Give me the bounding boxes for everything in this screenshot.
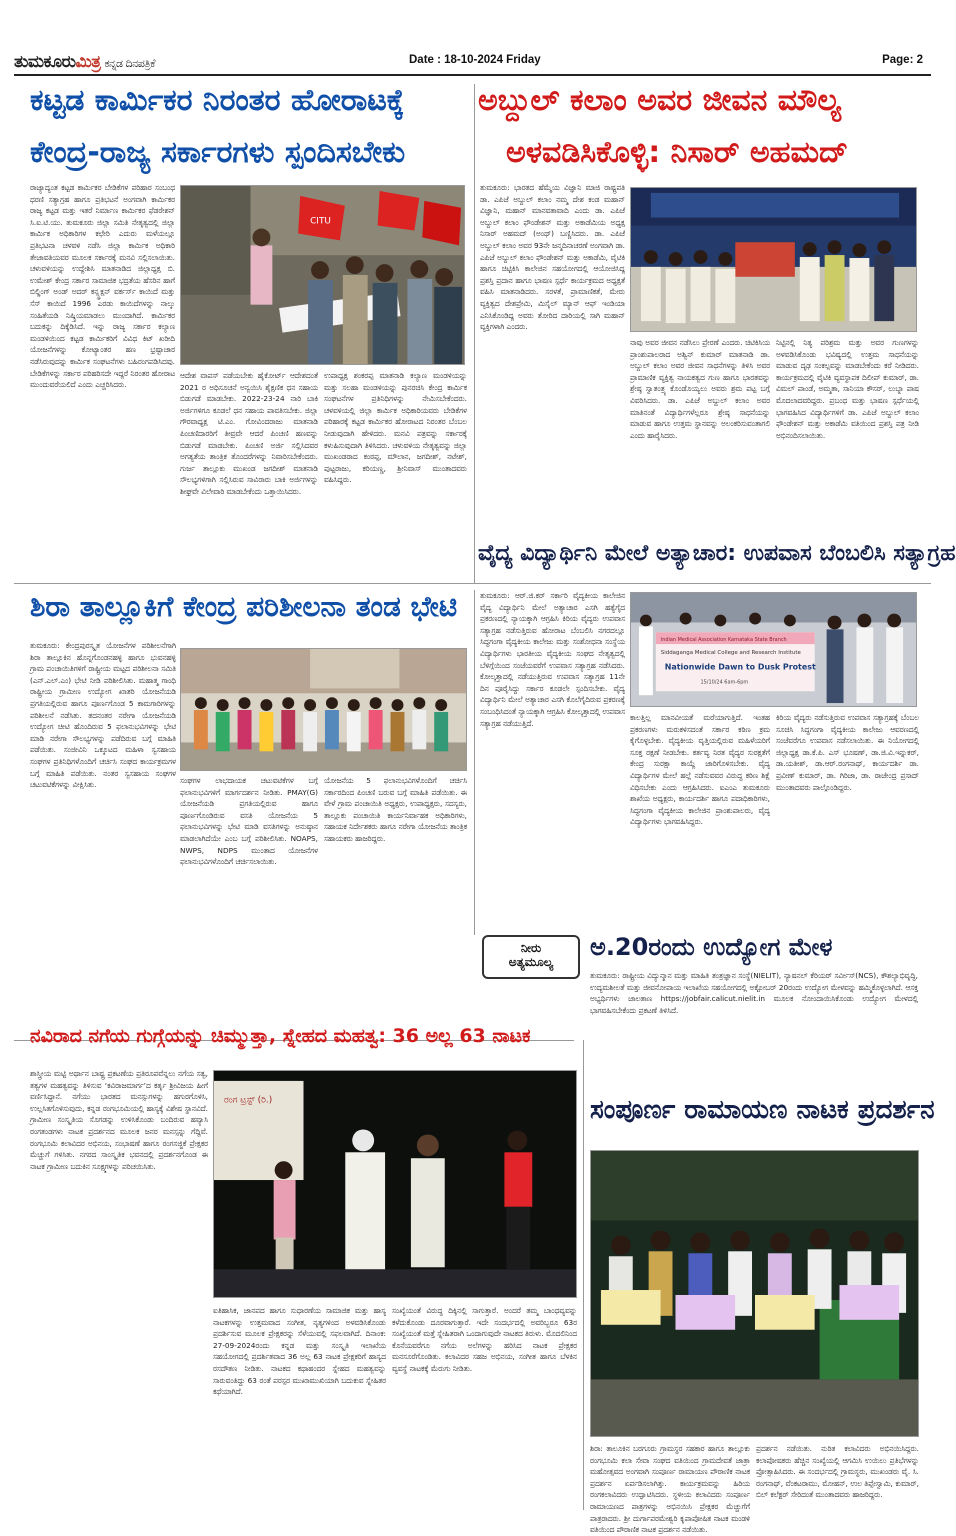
svg-text:15/10/24 6am-6pm: 15/10/24 6am-6pm bbox=[700, 679, 749, 686]
kalam-award-photo bbox=[630, 187, 917, 332]
masthead bbox=[14, 52, 155, 72]
page-number: Page: 2 bbox=[882, 54, 923, 66]
svg-text:Indian Medical Association Kar: Indian Medical Association Karnataka State Branch bbox=[660, 637, 787, 644]
medical-body-right: ಕಿರಿಯ ವೈದ್ಯರು ನಡೆಸುತ್ತಿರುವ ಉಪವಾಸ ಸತ್ಯಾಗ್ರಹಕ್ಕೆ ಬೆಂಬಲ ಸೂಚಿಸಿ ಸಿದ್ಧಗಂಗಾ ವೈದ್ಯಕೀಯ ಕಾಲೇಜು ಆವರಣದಲ್ಲಿ ಸಂಜೆವರೆಗೂ ಉಪವಾಸ ನಡೆಸಲಾಯಿತು. ಈ ನಿಯೋಗದಲ್ಲಿ ಜಿಲ್ಲಾಧ್ಯಕ್ಷ ಡಾ.ಕೆ.ಪಿ. ಎಸ್ ಭೂಷಣ್, ಡಾ.ಜಿ.ವಿ.ಇನ್ನುಕರ್, ಡಾ.ಯತೀಶ್, ಡಾ.ಆರ್.ರಂಗನಾಥ್, ಕಾರ್ಯದರ್ಶಿ ಡಾ. ಪ್ರವೀಣ್ ಕುಮಾರ್, ಡಾ. ಗಿರಿಜಾ, ಡಾ. ರಾಜೇಂದ್ರ ಪ್ರಸಾದ್ ಮುಂತಾದವರು ಪಾಲ್ಗೊಂಡಿದ್ದರು. bbox=[776, 713, 919, 792]
svg-text:ರಂಗ ಟ್ರಸ್ಟ್ (ರಿ.): ರಂಗ ಟ್ರಸ್ಟ್ (ರಿ.) bbox=[223, 1095, 273, 1106]
drama-body-left: ಶಾಸ್ತ್ರೀಯ ಮಟ್ಟಿ ಅರ್ಥಾನ ಬಾಷ್ಟ್ರ ಪ್ರಕಟಣೆಯ ಪ್ರತಿರೂಪವೆನ್ನಲು ನಗೆಯ ಸತ್ವ, ತತ್ವಗಳ ಮಹತ್ವವನ್ನು ತಿಳಿಸುವ ‘ಕವಿರಾಜಮಾರ್ಗ’ದ ಕರ್ತೃ ಶ್ರೀವಿಜಯ ಹೀಗೆ ವರ್ಣಿಸಿದ್ದಾನೆ. ನಗೆಯು ಭಾರತದ ಮನಸ್ಸುಗಳನ್ನು ಹಗುರಗೊಳಿಸಿ, ಉಲ್ಲಸಿತಗೊಳಿಸುವುದು, ಕನ್ನಡ ರಂಗಭೂಮಿಯಲ್ಲಿ ಹಾಸ್ಯಕ್ಕೆ ವಿಶೇಷ ಸ್ಥಾನವಿದೆ. ಗ್ರಾಮೀಣ ಸಂಸ್ಕೃತಿಯ ಸೊಗಡನ್ನು ಉಳಿಸಿಕೊಂಡು ಬಂದಿರುವ ಹವ್ಯಾಸಿ ರಂಗತಂಡಗಳು ನಾಟಕ ಪ್ರದರ್ಶನದ ಮೂಲಕ ಜನರ ಮನಸ್ಸನ್ನು ಗೆದ್ದಿವೆ. ರಂಗಭೂಮಿ ಕಲಾವಿದರ ಅಭಿನಯ, ಸಂಭಾಷಣೆ ಹಾಗೂ ರಂಗಸಜ್ಜಿಕೆ ಪ್ರೇಕ್ಷಕರ ಮೆಚ್ಚುಗೆ ಗಳಿಸಿತು. ನಗರದ ಸಾಂಸ್ಕೃತಿಕ ಭವನದಲ್ಲಿ ಪ್ರದರ್ಶನಗೊಂಡ ಈ ನಾಟಕ ಗ್ರಾಮೀಣ ಬದುಕಿನ ಸೂಕ್ಷ್ಮಗಳನ್ನು ಪರಿಚಯಿಸಿತು. bbox=[30, 1069, 208, 1171]
column-divider bbox=[474, 84, 475, 584]
sira-body-mid: ಸಂಘಗಳ ಲಾಭದಾಯಕ ಚಟುವಟಿಕೆಗಳ ಬಗ್ಗೆ ಫಲಾನುಭವಿಗಳಿಗೆ ಮಾರ್ಗದರ್ಶನ ನೀಡಿತು. PMAY(G) ಯೋಜನೆಯಡಿ ಪ್ರಗತಿಯಲ್ಲಿರುವ ಹಾಗೂ ಪೂರ್ಣಗೊಂಡಿರುವ ವಸತಿ ಯೋಜನೆಯ 5 ಫಲಾನುಭವಿಗಳನ್ನು ಭೇಟಿ ಮಾಡಿ ವಸತಿಗಳನ್ನು ಅನುಷ್ಠಾನ ಮಾಡಲಾಗಿದೆಯೇ ಎಂಬ ಬಗ್ಗೆ ಪರಿಶೀಲಿಸಿತು. NOAPS, NWPS, NDPS ಮುಂತಾದ ಯೋಜನೆಗಳ ಫಲಾನುಭವಿಗಳೊಂದಿಗೆ ಚರ್ಚಿಸಲಾಯಿತು. bbox=[180, 776, 318, 867]
kalam-body-mid: ನಾವು ಅವರ ಜೀವನ ನಡೆಸಿಲು ಪ್ರೇರಣೆ ಎಂದರು. ಚಿಟಿಕಿಸಿಯ ಪ್ರಾಂಶುಪಾಲರಾದ ಅಶ್ವಿನ್ ಕುಮಾರ್ ಮಾತನಾಡಿ ಡಾ. ಅಬ್ದುಲ್ ಕಲಾಂ ಅವರ ಜೀವನ ಸಾಧನೆಗಳನ್ನು ತಿಳಿಸಿ ಅವರ ಪ್ರಾಮಾಣಿಕ ವ್ಯಕ್ತಿತ್ವ ನಾಯಕತ್ವದ ಗುಣ ಹಾಗೂ ಭಾರತವನ್ನು ಶ್ರೇಷ್ಠ ಸ್ವಾತಂತ್ರ್ಯ ಕೊಂಡೊಯ್ಯಲು ಅವರು ಶ್ರಮ ಪಟ್ಟ ಬಗ್ಗೆ ವಿವರಿಸಿದರು. ಡಾ. ಎಪಿಜೆ ಅಬ್ದುಲ್ ಕಲಾಂ ಅವರ ಮಾತಿನಂತೆ ವಿದ್ಯಾರ್ಥಿಗಳೆಲ್ಲರೂ ಶ್ರೇಷ್ಠ ಸಾಧನೆಯನ್ನು ಮಾಡುವ ಹಾಗೂ ಉತ್ತಮ ಸ್ಥಾನವನ್ನು ಅಲಂಕರಿಸುವಂತಾಗಲಿ ಎಂದು ಹಾರೈಸಿದರು. bbox=[630, 338, 770, 440]
section-divider bbox=[14, 583, 931, 584]
workers-body-right: ಉಪಾಧ್ಯಕ್ಷ ಶಂಕರಪ್ಪ ಮಾತನಾಡಿ ಕಲ್ಯಾಣ ಮಂಡಳಿಯನ್ನು ಮತ್ತು ಸಲಹಾ ಮಂಡಳಿಯನ್ನು ಪುನರಚಿಸಿ ಕೇಂದ್ರ ಕಾರ್ಮಿಕ ಸಂಘಟನೆಗಳ ಪ್ರತಿನಿಧಿಗಳನ್ನು ನೇಮಿಸಬೇಕೆಂದರು. ಚಳವಳಿಯಲ್ಲಿ ಜಿಲ್ಲಾ ಕಾರ್ಮಿಕ ಅಧಿಕಾರಿಯವರು ಬೇಡಿಕೆಗಳ ಪರಿಹಾರಕ್ಕೆ ಕಟ್ಟಡ ಕಾರ್ಮಿಕರ ಹೋರಾಟದ ನಿರಂತರ ಬೆಂಬಲ ನೀಡುವುದಾಗಿ ಹೇಳಿದರು. ಮನವಿ ಪತ್ರವನ್ನು ಸರ್ಕಾರಕ್ಕೆ ಕಳುಹಿಸುವುದಾಗಿ ತಿಳಿಸಿದರು. ಚಳುವಳಿಯ ನೇತೃತ್ವವನ್ನು ಜಿಲ್ಲಾ ಮುಖಂಡರಾದ ಕಂಠಪ್ಪ, ಮೌಲಾನ, ಜಗದೀಶ್, ನಟೇಶ್, ಪುಟ್ಟರಾಜು, ಕರಿಯಣ್ಣ, ಶ್ರೀನಿವಾಸ್ ಮುಂತಾದವರು ವಹಿಸಿದ್ದರು. bbox=[324, 371, 467, 485]
drama-body-mid: ಐತಿಹಾಸಿಕ, ಜಾನಪದ ಹಾಗೂ ಸುಧಾರಣೆಯ ಸಾಮಾಜಿಕ ಮತ್ತು ಹಾಸ್ಯ ನಾಟಕಗಳನ್ನು ಉತ್ತಮವಾದ ಸಂಗೀತ, ನೃತ್ಯಗಳಿಂದ ಅಳವಡಿಸಿಕೊಂಡು ಪ್ರದರ್ಶಿಸುವ ಮೂಲಕ ಪ್ರೇಕ್ಷಕರನ್ನು ಸೆಳೆಯುವಲ್ಲಿ ಸಫಲವಾಗಿದೆ. ದಿನಾಂಕ: 27-09-2024ರಂದು ಕನ್ನಡ ಮತ್ತು ಸಂಸ್ಕೃತಿ ಇಲಾಖೆಯ ಸಹಯೋಗದಲ್ಲಿ ಪ್ರದರ್ಶಿತವಾದ 36 ಅಲ್ಲ 63 ನಾಟಕ ಪ್ರೇಕ್ಷಕರಿಗೆ ಹಾಸ್ಯದ ರಸದೌತಣ ನೀಡಿತು. ನಾಟಕದ ಕಥಾಹಂದರ ಸ್ನೇಹದ ಮಹತ್ವವನ್ನು ಸಾರುವಂತಿದ್ದು 63 ರಂತೆ ಪರಸ್ಪರ ಮುಖಾಮುಖಿಯಾಗಿ ಬದುಕುವ ಸ್ನೇಹಿತರ ಕಥೆಯಾಗಿದೆ. bbox=[213, 1306, 386, 1397]
svg-text:Siddaganga Medical College and: Siddaganga Medical College and Research Institute bbox=[660, 649, 801, 656]
water-badge-line-2: ಅತ್ಯಮೂಲ್ಯ bbox=[508, 955, 554, 969]
column-divider bbox=[474, 590, 475, 935]
kalam-body-left: ತುಮಕೂರು: ಭಾರತದ ಹೆಮ್ಮೆಯ ವಿಜ್ಞಾನಿ ಮಾಜಿ ರಾಷ್ಟ್ರಪತಿ ಡಾ. ಎಪಿಜೆ ಅಬ್ದುಲ್ ಕಲಾಂ ನಮ್ಮ ದೇಶ ಕಂಡ ಮಹಾನ್ ವಿಜ್ಞಾನಿ, ಮಹಾನ್ ಮಾನವತಾವಾದಿ ಎಂದು ಡಾ. ಎಪಿಜೆ ಅಬ್ದುಲ್ ಕಲಾಂ ಫೌಂಡೇಶನ್ ಮತ್ತು ಅಕಾಡೆಮಿಯ ಅಧ್ಯಕ್ಷ ನಿಸಾರ್ ಅಹಮದ್ (ಅಂಥ್) ಬಣ್ಣಿಸಿದರು. ಡಾ. ಎಪಿಜೆ ಅಬ್ದುಲ್ ಕಲಾಂ ಅವರ 93ನೇ ಜನ್ಮದಿನಾಚರಣೆ ಅಂಗವಾಗಿ ಡಾ. ಎಪಿಜೆ ಅಬ್ದುಲ್ ಕಲಾಂ ಫೌಂಡೇಶನ್ ಮತ್ತು ಅಕಾಡೆಮಿ, ವೈಟಿಕಿ ಹಾಗೂ ಚಿಟ್ಟಿಕಿಸಿ ಕಾಲೇಜಿನ ಸಹಯೋಗದಲ್ಲಿ ಆಯೋಜಿಸಿದ್ದ ಪ್ರಶಸ್ತಿ ಪ್ರದಾನ ಹಾಗೂ ಭಾಷಣ ಸ್ಪರ್ಧೆ ಕಾರ್ಯಕ್ರಮದ ಅಧ್ಯಕ್ಷತೆ ವಹಿಸಿ ಮಾತನಾಡಿದರು. ಸರಳತೆ, ಪ್ರಾಮಾಣಿಕತೆ, ಮೇರು ವ್ಯಕ್ತಿತ್ವದ ದೇಶಪ್ರೇಮಿ, ಮಿಸೈಲ್ ಮ್ಯಾನ್ ಆಫ್ ಇಂಡಿಯಾ ಎನಿಸಿಕೊಂಡಿದ್ದ ಅವರು ತೋರಿದ ದಾರಿಯಲ್ಲಿ ಸಾಗಿ ಮಹಾನ್ ವ್ಯಕ್ತಿಗಳಾಗಿ ಎಂದರು. bbox=[480, 183, 625, 332]
job-fair-headline: ಅ.20ರಂದು ಉದ್ಯೋಗ ಮೇಳ bbox=[590, 933, 833, 961]
sira-body-right: ಯೋಜನೆಯ 5 ಫಲಾನುಭವಿಗಳೊಂದಿಗೆ ಚರ್ಚಿಸಿ ಸರ್ಕಾರದಿಂದ ಪಿಂಚಣಿ ಬರುವ ಬಗ್ಗೆ ಮಾಹಿತಿ ಪಡೆಯಿತು. ಈ ವೇಳೆ ಗ್ರಾಮ ಪಂಚಾಯಿತಿ ಅಧ್ಯಕ್ಷರು, ಉಪಾಧ್ಯಕ್ಷರು, ಸದಸ್ಯರು, ತಾಲ್ಲೂಕು ಪಂಚಾಯಿತಿ ಕಾರ್ಯನಿರ್ವಾಹಕ ಅಧಿಕಾರಿಗಳು, ಸಹಾಯಕ ನಿರ್ದೇಶಕರು ಹಾಗೂ ನರೇಗಾ ಯೋಜನೆಯ ತಾಂತ್ರಿಕ ಸಹಾಯಕರು ಹಾಜರಿದ್ದರು. bbox=[324, 776, 467, 843]
issue-date: Date : 18-10-2024 Friday bbox=[409, 54, 541, 66]
job-fair-body: ತುಮಕೂರು: ರಾಷ್ಟ್ರೀಯ ವಿದ್ಯುನ್ಮಾನ ಮತ್ತು ಮಾಹಿತಿ ತಂತ್ರಜ್ಞಾನ ಸಂಸ್ಥೆ(NIELIT), ನ್ಯಾಷನಲ್ ಕೆರಿಯರ್ ಸರ್ವೀಸ್(NCS), ಕೌಶಲ್ಯಾಭಿವೃದ್ಧಿ, ಉದ್ಯಮಶೀಲತೆ ಮತ್ತು ಜೀವನೋಪಾಯ ಇಲಾಖೆಯ ಸಹಯೋಗದಲ್ಲಿ ಅಕ್ಟೋಬರ್ 20ರಂದು ಉದ್ಯೋಗ ಮೇಳವನ್ನು ಹಮ್ಮಿಕೊಳ್ಳಲಾಗಿದೆ. ಆಸಕ್ತ ಅಭ್ಯರ್ಥಿಗಳು ಜಾಲತಾಣ https://jobfair.calicut.nielit.in ಮೂಲಕ ನೋಂದಾಯಿಸಿಕೊಂಡು ಉದ್ಯೋಗ ಮೇಳದಲ್ಲಿ ಭಾಗವಹಿಸಬೇಕೆಂದು ಪ್ರಕಟಣೆ ತಿಳಿಸಿದೆ. bbox=[590, 971, 918, 1015]
workers-body-left: ರಾಜ್ಯಾದ್ಯಂತ ಕಟ್ಟಡ ಕಾರ್ಮಿಕರ ಬೇಡಿಕೆಗಳ ಪರಿಹಾರ ಸಂಬಂಧ ಧರಣಿ ಸತ್ಯಾಗ್ರಹ ಹಾಗೂ ಪ್ರತಿಭಟನೆ ಅಂಗವಾಗಿ ಕಾರ್ಮಿಕರ ರಾಜ್ಯ ಕಟ್ಟಡ ಮತ್ತು ಇತರೆ ನಿರ್ಮಾಣ ಕಾರ್ಮಿಕರ ಫೆಡರೇಶನ್ ಸಿ.ಐ.ಟಿ.ಯು. ತುಮಕೂರು ಜಿಲ್ಲಾ ಸಮಿತಿ ನೇತೃತ್ವದಲ್ಲಿ ಜಿಲ್ಲಾ ಕಾರ್ಮಿಕ ಅಧಿಕಾರಿಗಳ ಕಛೇರಿ ಎದುರು ಮಳೆಯಲ್ಲೂ ಪ್ರತಿಭಟನಾ ಚಳವಳಿ ನಡೆಸಿ ಜಿಲ್ಲಾ ಕಾರ್ಮಿಕ ಅಧಿಕಾರಿ ತೇಜಾವತಿಯವರ ಮೂಲಕ ಸರ್ಕಾರಕ್ಕೆ ಮನವಿ ಸಲ್ಲಿಸಲಾಯಿತು. ಚಳುವಳಿಯನ್ನು ಉದ್ದೇಶಿಸಿ ಮಾತನಾಡಿದ ಜಿಲ್ಲಾಧ್ಯಕ್ಷ ಬಿ. ಉಮೇಶ್ ಕೇಂದ್ರ ಸರ್ಕಾರ ಸಾಮಾಜಿಕ ಭದ್ರತೆಯ ಹೆಸರಿನ ಹಾಗೆ ಬಿಲ್ಡಿಂಗ್ ಅಂಡ್ ಅದರ್ ಕನ್ಸ್ಟ್ರಕ್ಷನ್ ವರ್ಕರ್ಸ್ ಕಾಯಿದೆ ಮತ್ತು ಸೆಸ್ ಕಾಯಿದೆ 1996 ಎರಡು ಕಾಯಿದೆಗಳನ್ನು ನಾಲ್ಕು ಸಂಹಿತೆಯಡಿ ನಿಷ್ಕ್ರಿಯಮಾಡಲು ಮುಂದಾಗಿದೆ. ಕಾರ್ಮಿಕರ ಬದುಕನ್ನು ದಿಕ್ಕೆಡಿಸಿದೆ. ಇನ್ನು ರಾಜ್ಯ ಸರ್ಕಾರ ಕಲ್ಯಾಣ ಮಂಡಳಿಯಿಂದ ಕಟ್ಟಡ ಕಾರ್ಮಿಕರಿಗೆ ವಿವಿಧ ಕಿಟ್ ಖರೀದಿ ಯೋಜನೆಗಳನ್ನು ಕೋಟ್ಯಾಂತರ ಹಣ ಭ್ರಷ್ಟಾಚಾರ ನಡೆಸಿರುವುದನ್ನು ಕಾರ್ಮಿಕ ಸಂಘಟನೆಗಳು ಬಹಿರಂಗಪಡಿಸಿದವು. ಬೇಡಿಕೆಗಳನ್ನು ಸರ್ಕಾರ ಪರಿಹರಿಸದೇ ಇದ್ದರೆ ನಿರಂತರ ಹೋರಾಟ ಮುಂದುವರೆಯಲಿದೆ ಎಂದು ಎಚ್ಚರಿಸಿದರು. bbox=[30, 183, 175, 390]
masthead-subtitle: ಕನ್ನಡ ದಿನಪತ್ರಿಕೆ bbox=[104, 57, 155, 70]
kalam-headline-1: ಅಬ್ದುಲ್ ಕಲಾಂ ಅವರ ಜೀವನ ಮೌಲ್ಯ bbox=[478, 83, 842, 118]
masthead-main: ತುಮಕೂರು bbox=[14, 52, 76, 72]
kalam-body-right: ನಿಟ್ಟಿನಲ್ಲಿ ನಿತ್ಯ ಪರಿಶ್ರಮ ಮತ್ತು ಅವರ ಗುಣಗಳನ್ನು ಅಳವಡಿಸಿಕೊಂಡು ಭವಿಷ್ಯದಲ್ಲಿ ಉತ್ತಮ ಸಾಧನೆಯನ್ನು ಮಾಡುವ ದೃಢ ಸಂಕಲ್ಪವನ್ನು ಮಾಡಬೇಕೆಂದು ಕರೆ ನೀಡಿದರು. ಕಾರ್ಯಕ್ರಮದಲ್ಲಿ ವೈಟಿಕಿ ವ್ಯವಸ್ಥಾಪಕ ದಿಲೀಪ್ ಕುಮಾರ್, ಡಾ. ವಿಮಲ್ ಪಾಂಡೆ, ಅಮ್ಮತಾ, ಸಾನಿಯಾ ಕೌಸರ್, ಲುಬ್ನಾ ಪಾಷ ಮೊದಲಾದವರಿದ್ದರು. ಪ್ರಬಂಧ ಮತ್ತು ಭಾಷಣ ಸ್ಪರ್ಧೆಯಲ್ಲಿ ಭಾಗವಹಿಸಿದ ವಿದ್ಯಾರ್ಥಿಗಳಿಗೆ ಡಾ. ಎಪಿಜೆ ಅಬ್ದುಲ್ ಕಲಾಂ ಫೌಂಡೇಶನ್ ಮತ್ತು ಅಕಾಡೆಮಿ ವತಿಯಿಂದ ಪ್ರಶಸ್ತಿ ಪತ್ರ ನೀಡಿ ಅಭಿನಂದಿಸಲಾಯಿತು. bbox=[776, 338, 919, 440]
ramayana-group-photo bbox=[590, 1150, 919, 1437]
ramayana-body-left: ಶಿರಾ: ತಾಲೂಕಿನ ಬರಗೂರು ಗ್ರಾಮಸ್ಥರ ಸಹಕಾರ ಹಾಗೂ ತಾಲ್ಲೂಕು ರಂಗಭೂಮಿ ಕಲಾ ಸೇವಾ ಸಂಘದ ವತಿಯಿಂದ ಗ್ರಾಮದೇವತೆ ಜಾತ್ರಾ ಮಹೋತ್ಸವದ ಅಂಗವಾಗಿ ಸಂಪೂರ್ಣ ರಾಮಾಯಣ ಪೌರಾಣಿಕ ನಾಟಕ ಪ್ರದರ್ಶನ ಏರ್ಪಡಿಸಲಾಗಿತ್ತು. ಕಾರ್ಯಕ್ರಮವನ್ನು ಹಿರಿಯ ರಂಗಕಲಾವಿದರು ಉದ್ಘಾಟಿಸಿದರು. ಸ್ಥಳೀಯ ಕಲಾವಿದರು ಸಂಪೂರ್ಣ ರಾಮಾಯಣದ ಪಾತ್ರಗಳನ್ನು ಅಭಿನಯಿಸಿ ಪ್ರೇಕ್ಷಕರ ಮೆಚ್ಚುಗೆಗೆ ಪಾತ್ರರಾದರು. ಶ್ರೀ ದುರ್ಗಾಪರಮೇಶ್ವರಿ ಕೃಪಾಪೋಷಿತ ನಾಟಕ ಮಂಡಳಿ ವತಿಯಿಂದ ಪೌರಾಣಿಕ ನಾಟಕ ಪ್ರದರ್ಶನ ನಡೆಯಿತು. bbox=[590, 1444, 750, 1535]
kalam-headline-2: ಅಳವಡಿಸಿಕೊಳ್ಳಿ: ನಿಸಾರ್ ಅಹಮದ್ bbox=[506, 135, 849, 170]
workers-protest-photo bbox=[180, 185, 465, 365]
medical-headline: ವೈದ್ಯ ವಿದ್ಯಾರ್ಥಿನಿ ಮೇಲೆ ಅತ್ಯಾಚಾರ: ಉಪವಾಸ ಬೆಂಬಲಿಸಿ ಸತ್ಯಾಗ್ರಹ bbox=[478, 541, 956, 566]
masthead-mitra: ಮಿತ್ರ bbox=[75, 52, 101, 72]
medical-body-mid: ಕಾಲತ್ತಿಲ್ಲ ಮಾನವೀಯತೆ ಮರೆಯಾಗುತ್ತಿದೆ. ಇಂತಹ ಪ್ರಕರಣಗಳು ಮರುಕಳಿಸದಂತೆ ಸರ್ಕಾರ ಕಠಿಣ ಕ್ರಮ ಕೈಗೊಳ್ಳಬೇಕು. ವೈದ್ಯಕೀಯ ವೃತ್ತಿಯಲ್ಲಿರುವ ಮಹಿಳೆಯರಿಗೆ ಸೂಕ್ತ ರಕ್ಷಣೆ ನೀಡಬೇಕು. ಕರ್ತವ್ಯ ನಿರತ ವೈದ್ಯರ ಸುರಕ್ಷತೆಗೆ ಕೇಂದ್ರ ಸುರಕ್ಷಾ ಕಾಯ್ದೆ ಜಾರಿಗೊಳಿಸಬೇಕು. ವೈದ್ಯ ವಿದ್ಯಾರ್ಥಿಗಳ ಮೇಲೆ ಹಲ್ಲೆ ನಡೆಸುವವರ ವಿರುದ್ಧ ಕಠಿಣ ಶಿಕ್ಷೆ ವಿಧಿಸಬೇಕು ಎಂದು ಆಗ್ರಹಿಸಿದರು. ಐಎಂಎ ತುಮಕೂರು ಶಾಖೆಯ ಅಧ್ಯಕ್ಷರು, ಕಾರ್ಯದರ್ಶಿ ಹಾಗೂ ಪದಾಧಿಕಾರಿಗಳು, ಸಿದ್ಧಗಂಗಾ ವೈದ್ಯಕೀಯ ಕಾಲೇಜಿನ ಪ್ರಾಂಶುಪಾಲರು, ವೈದ್ಯ ವಿದ್ಯಾರ್ಥಿಗಳು ಭಾಗವಹಿಸಿದ್ದರು. bbox=[630, 713, 770, 827]
page-header bbox=[14, 50, 931, 76]
drama-headline: ನವಿರಾದ ನಗೆಯ ಗುಗ್ಗೆಯನ್ನು ಚಿಮ್ಮುತ್ತಾ, ಸ್ನೇಹದ ಮಹತ್ವ: 36 ಅಲ್ಲ 63 ನಾಟಕ bbox=[30, 1025, 531, 1047]
svg-text:CITU: CITU bbox=[310, 216, 331, 227]
workers-headline-1: ಕಟ್ಟಡ ಕಾರ್ಮಿಕರ ನಿರಂತರ ಹೋರಾಟಕ್ಕೆ bbox=[30, 83, 405, 118]
svg-text:Nationwide Dawn to Dusk Protes: Nationwide Dawn to Dusk Protest bbox=[664, 662, 816, 672]
workers-body-mid: ಆದೇಶ ವಾಪಸ್ ಪಡೆಯಬೇಕು ಹೈಕೋರ್ಟ್ ಆದೇಶದಂತೆ 2021 ರ ಅಧಿಸೂಚನೆ ಅನ್ವಯಿಸಿ ಶೈಕ್ಷಣಿಕ ಧನ ಸಹಾಯ ಬಿಡುಗಡೆ ಮಾಡಬೇಕು. 2022-23-24 ನಾರಿ ಬಾಕಿ ಅರ್ಜಿಗಳಿಗೂ ಕೂಡಲೆ ಧನ ಸಹಾಯ ಪಾವತಿಸಬೇಕು. ಜಿಲ್ಲಾ ಗೌರವಾಧ್ಯಕ್ಷ ಟಿ.ಎಂ. ಗೋವಿಂದರಾಜು ಮಾತನಾಡಿ ಪಿಂಚಣಿದಾರರಿಗೆ ತೀವ್ರವೇ ಆದರೆ ಪಿಂಚಣಿ ಹಣವನ್ನು ಬಿಡುಗಡೆ ಮಾಡಬೇಕು. ಪಿಂಚಣಿ ಅರ್ಜಿ ಸಲ್ಲಿಸಿದವರ ಅಗತ್ಯತೆಯ ತಾಂತ್ರಿಕ ತೊಂದರೆಗಳನ್ನು ನಿವಾರಿಸಬೇಕೆಂದರು. ಗುರ್ಜ ತಾಲ್ಲೂಕು ಮುಖಂಡ ಜಗದೀಶ್ ಮಾತನಾಡಿ ಸೌಲಭ್ಯಗಳಿಗಾಗಿ ಸಲ್ಲಿಸಿರುವ ಸಾವಿರಾರು ಬಾಕಿ ಅರ್ಜಿಗಳನ್ನು ಶೀಘ್ರವೇ ವಿಲೇವಾರಿ ಮಾಡಬೇಕೆಂದು ಒತ್ತಾಯಿಸಿದರು. bbox=[180, 371, 318, 496]
medical-protest-photo bbox=[630, 592, 917, 707]
sira-headline: ಶಿರಾ ತಾಲ್ಲೂಕಿಗೆ ಕೇಂದ್ರ ಪರಿಶೀಲನಾ ತಂಡ ಭೇಟಿ bbox=[30, 590, 458, 623]
sira-body-left: ತುಮಕೂರು: ಕೇಂದ್ರಪುರಸ್ಕೃತ ಯೋಜನೆಗಳ ಪರಿಶೀಲನೆಗಾಗಿ ಶಿರಾ ತಾಲ್ಲೂಕಿನ ಹೊನ್ನಗೊಂಡನಹಳ್ಳಿ ಹಾಗೂ ಭುವನಹಳ್ಳಿ ಗ್ರಾಮ ಪಂಚಾಯಿತಿಗಳಿಗೆ ರಾಷ್ಟ್ರೀಯ ಮಟ್ಟದ ಪರಿಶೀಲನಾ ಸಮಿತಿ (ಎನ್.ಎಲ್.ಎಂ) ಭೇಟಿ ನೀಡಿ ಪರಿಶೀಲಿಸಿತು. ಮಹಾತ್ಮ ಗಾಂಧಿ ರಾಷ್ಟ್ರೀಯ ಗ್ರಾಮೀಣ ಉದ್ಯೋಗ ಖಾತರಿ ಯೋಜನೆಯಡಿ ಪ್ರಗತಿಯಲ್ಲಿರುವ ಹಾಗೂ ಪೂರ್ಣಗೊಂಡ 5 ಕಾಮಗಾರಿಗಳನ್ನು ಪರಿಶೀಲನೆ ನಡೆಸಿತು. ತದನಂತರ ನರೇಗಾ ಯೋಜನೆಯಡಿ ಉದ್ಯೋಗ ಚೀಟಿ ಹೊಂದಿರುವ 5 ಫಲಾನುಭವಿಗಳನ್ನು ಭೇಟಿ ಮಾಡಿ ನರೇಗಾ ಸೌಲಭ್ಯಗಳನ್ನು ಪಡೆದಿರುವ ಬಗ್ಗೆ ಮಾಹಿತಿ ಪಡೆಯಿತು. ಸಂಜೀವಿನಿ ಒಕ್ಕೂಟದ ಮಹಿಳಾ ಸ್ವಸಹಾಯ ಸಂಘಗಳ ಪ್ರತಿನಿಧಿಗಳೊಂದಿಗೆ ಚರ್ಚಿಸಿ ಸಂಘದ ಕಾರ್ಯಕ್ರಮಗಳ ಬಗ್ಗೆ ಮಾಹಿತಿ ಪಡೆಯಿತು. ನಂತರ ಸ್ವಸಹಾಯ ಸಂಘಗಳ ಚಟುವಟಿಕೆಗಳನ್ನು ವೀಕ್ಷಿಸಿತು. bbox=[30, 641, 176, 790]
column-divider bbox=[583, 1040, 584, 1510]
drama-body-right: ಸಂಖ್ಯೆಯಂತೆ ವಿರುದ್ಧ ದಿಕ್ಕಿನಲ್ಲಿ ಸಾಗುತ್ತಾರೆ. ಅಂದರೆ ತಮ್ಮ ಬಾಂಧವ್ಯವನ್ನು ಕಳೆದುಕೊಂಡು ದೂರವಾಗುತ್ತಾರೆ. ಇದೇ ಸಂದರ್ಭದಲ್ಲಿ ಅವರಿಬ್ಬರೂ 63ರ ಸಂಖ್ಯೆಯಂತೆ ಮತ್ತೆ ಸ್ನೇಹಿತರಾಗಿ ಒಂದಾಗುವುದೇ ನಾಟಕದ ತಿರುಳು. ಮೊದಲಿನಿಂದ ಕೊನೆಯವರೆಗೂ ನಗೆಯ ಅಲೆಗಳನ್ನು ಹರಿಸಿದ ನಾಟಕ ಪ್ರೇಕ್ಷಕರ ಮನಸೂರೆಗೊಂಡಿತು. ಕಲಾವಿದರ ಸಹಜ ಅಭಿನಯ, ಸಂಗೀತ ಹಾಗೂ ಬೆಳಕಿನ ವ್ಯವಸ್ಥೆ ನಾಟಕಕ್ಕೆ ಮೆರುಗು ನೀಡಿತು. bbox=[392, 1306, 577, 1373]
medical-body-left: ತುಮಕೂರು: ಆರ್.ಜಿ.ಕರ್ ಸರ್ಕಾರಿ ವೈದ್ಯಕೀಯ ಕಾಲೇಜಿನ ವೈದ್ಯ ವಿದ್ಯಾರ್ಥಿನಿ ಮೇಲೆ ಅತ್ಯಾಚಾರ ಎಸಗಿ ಹತ್ಯೆಗೈದ ಪ್ರಕರಣದಲ್ಲಿ ನ್ಯಾಯಕ್ಕಾಗಿ ಆಗ್ರಹಿಸಿ ಕಿರಿಯ ವೈದ್ಯರು ಉಪವಾಸ ಸತ್ಯಾಗ್ರಹ ನಡೆಸುತ್ತಿರುವ ಹೋರಾಟ ಬೆಂಬಲಿಸಿ ನಗರದಲ್ಲೂ ಸಿದ್ಧಗಂಗಾ ವೈದ್ಯಕೀಯ ಕಾಲೇಜು ಮತ್ತು ಸಂಶೋಧನಾ ಸಂಸ್ಥೆಯ ವಿದ್ಯಾರ್ಥಿಗಳು ಭಾರತೀಯ ವೈದ್ಯಕೀಯ ಸಂಘದ ನೇತೃತ್ವದಲ್ಲಿ ಬೆಳಿಗ್ಗೆಯಿಂದ ಸಂಜೆಯವರೆಗೆ ಉಪವಾಸ ಸತ್ಯಾಗ್ರಹ ನಡೆಸಿದರು. ಕೋಲ್ಕತ್ತಾದಲ್ಲಿ ನಡೆಯುತ್ತಿರುವ ಉಪವಾಸ ಸತ್ಯಾಗ್ರಹ 11ನೇ ದಿನ ಪೂರೈಸಿದ್ದು ಸರ್ಕಾರ ಕೂಡಲೇ ಸ್ಪಂದಿಸಬೇಕು. ವೈದ್ಯ ವಿದ್ಯಾರ್ಥಿನಿ ಮೇಲೆ ಅತ್ಯಾಚಾರ ಎಸಗಿ ಕೊಲೆಗೈದಿರುವ ಪ್ರಕರಣಕ್ಕೆ ಸಂಬಂಧಿಸಿದಂತೆ ನ್ಯಾಯಕ್ಕಾಗಿ ಆಗ್ರಹಿಸಿ ಕೋಲ್ಕತ್ತಾದಲ್ಲಿ ಉಪವಾಸ ಸತ್ಯಾಗ್ರಹ ನಡೆಯುತ್ತಿದೆ. bbox=[480, 591, 625, 728]
water-badge bbox=[482, 935, 580, 979]
drama-stage-photo bbox=[213, 1070, 577, 1298]
workers-headline-2: ಕೇಂದ್ರ-ರಾಜ್ಯ ಸರ್ಕಾರಗಳು ಸ್ಪಂದಿಸಬೇಕು bbox=[30, 135, 406, 170]
ramayana-headline: ಸಂಪೂರ್ಣ ರಾಮಾಯಣ ನಾಟಕ ಪ್ರದರ್ಶನ bbox=[590, 1095, 935, 1125]
sira-team-photo bbox=[180, 648, 467, 771]
ramayana-body-right: ಪ್ರದರ್ಶನ ನಡೆಯಿತು. ನುರಿತ ಕಲಾವಿದರು ಅಭಿನಯಿಸಿದ್ದರು. ಕಲಾಪೋಷಕರು ಹೆಚ್ಚಿನ ಸಂಖ್ಯೆಯಲ್ಲಿ ಆಗಮಿಸಿ ಉಯಿಲು ಪ್ರತಿಭೆಗಳನ್ನು ಪ್ರೋತ್ಸಾಹಿಸಿದರು. ಈ ಸಂದರ್ಭದಲ್ಲಿ ಗ್ರಾಮಸ್ಥರು, ಮುಖಂಡರು ವೈ. ಸಿ. ರಂಗನಾಥ್, ವೆಂಕಟರಾಮು, ಮೋಹನ್, ಉಲ ತಿಪ್ಪೇಸ್ವಾಮಿ, ಕುಮಾರ್, ಬಿಲ್ ಕಲೆಕ್ಟರ್ ಸೇರಿದಂತೆ ಮುಂತಾದವರು ಹಾಜರಿದ್ದರು. bbox=[756, 1444, 919, 1500]
water-badge-line-1: ನೀರು bbox=[520, 941, 542, 955]
